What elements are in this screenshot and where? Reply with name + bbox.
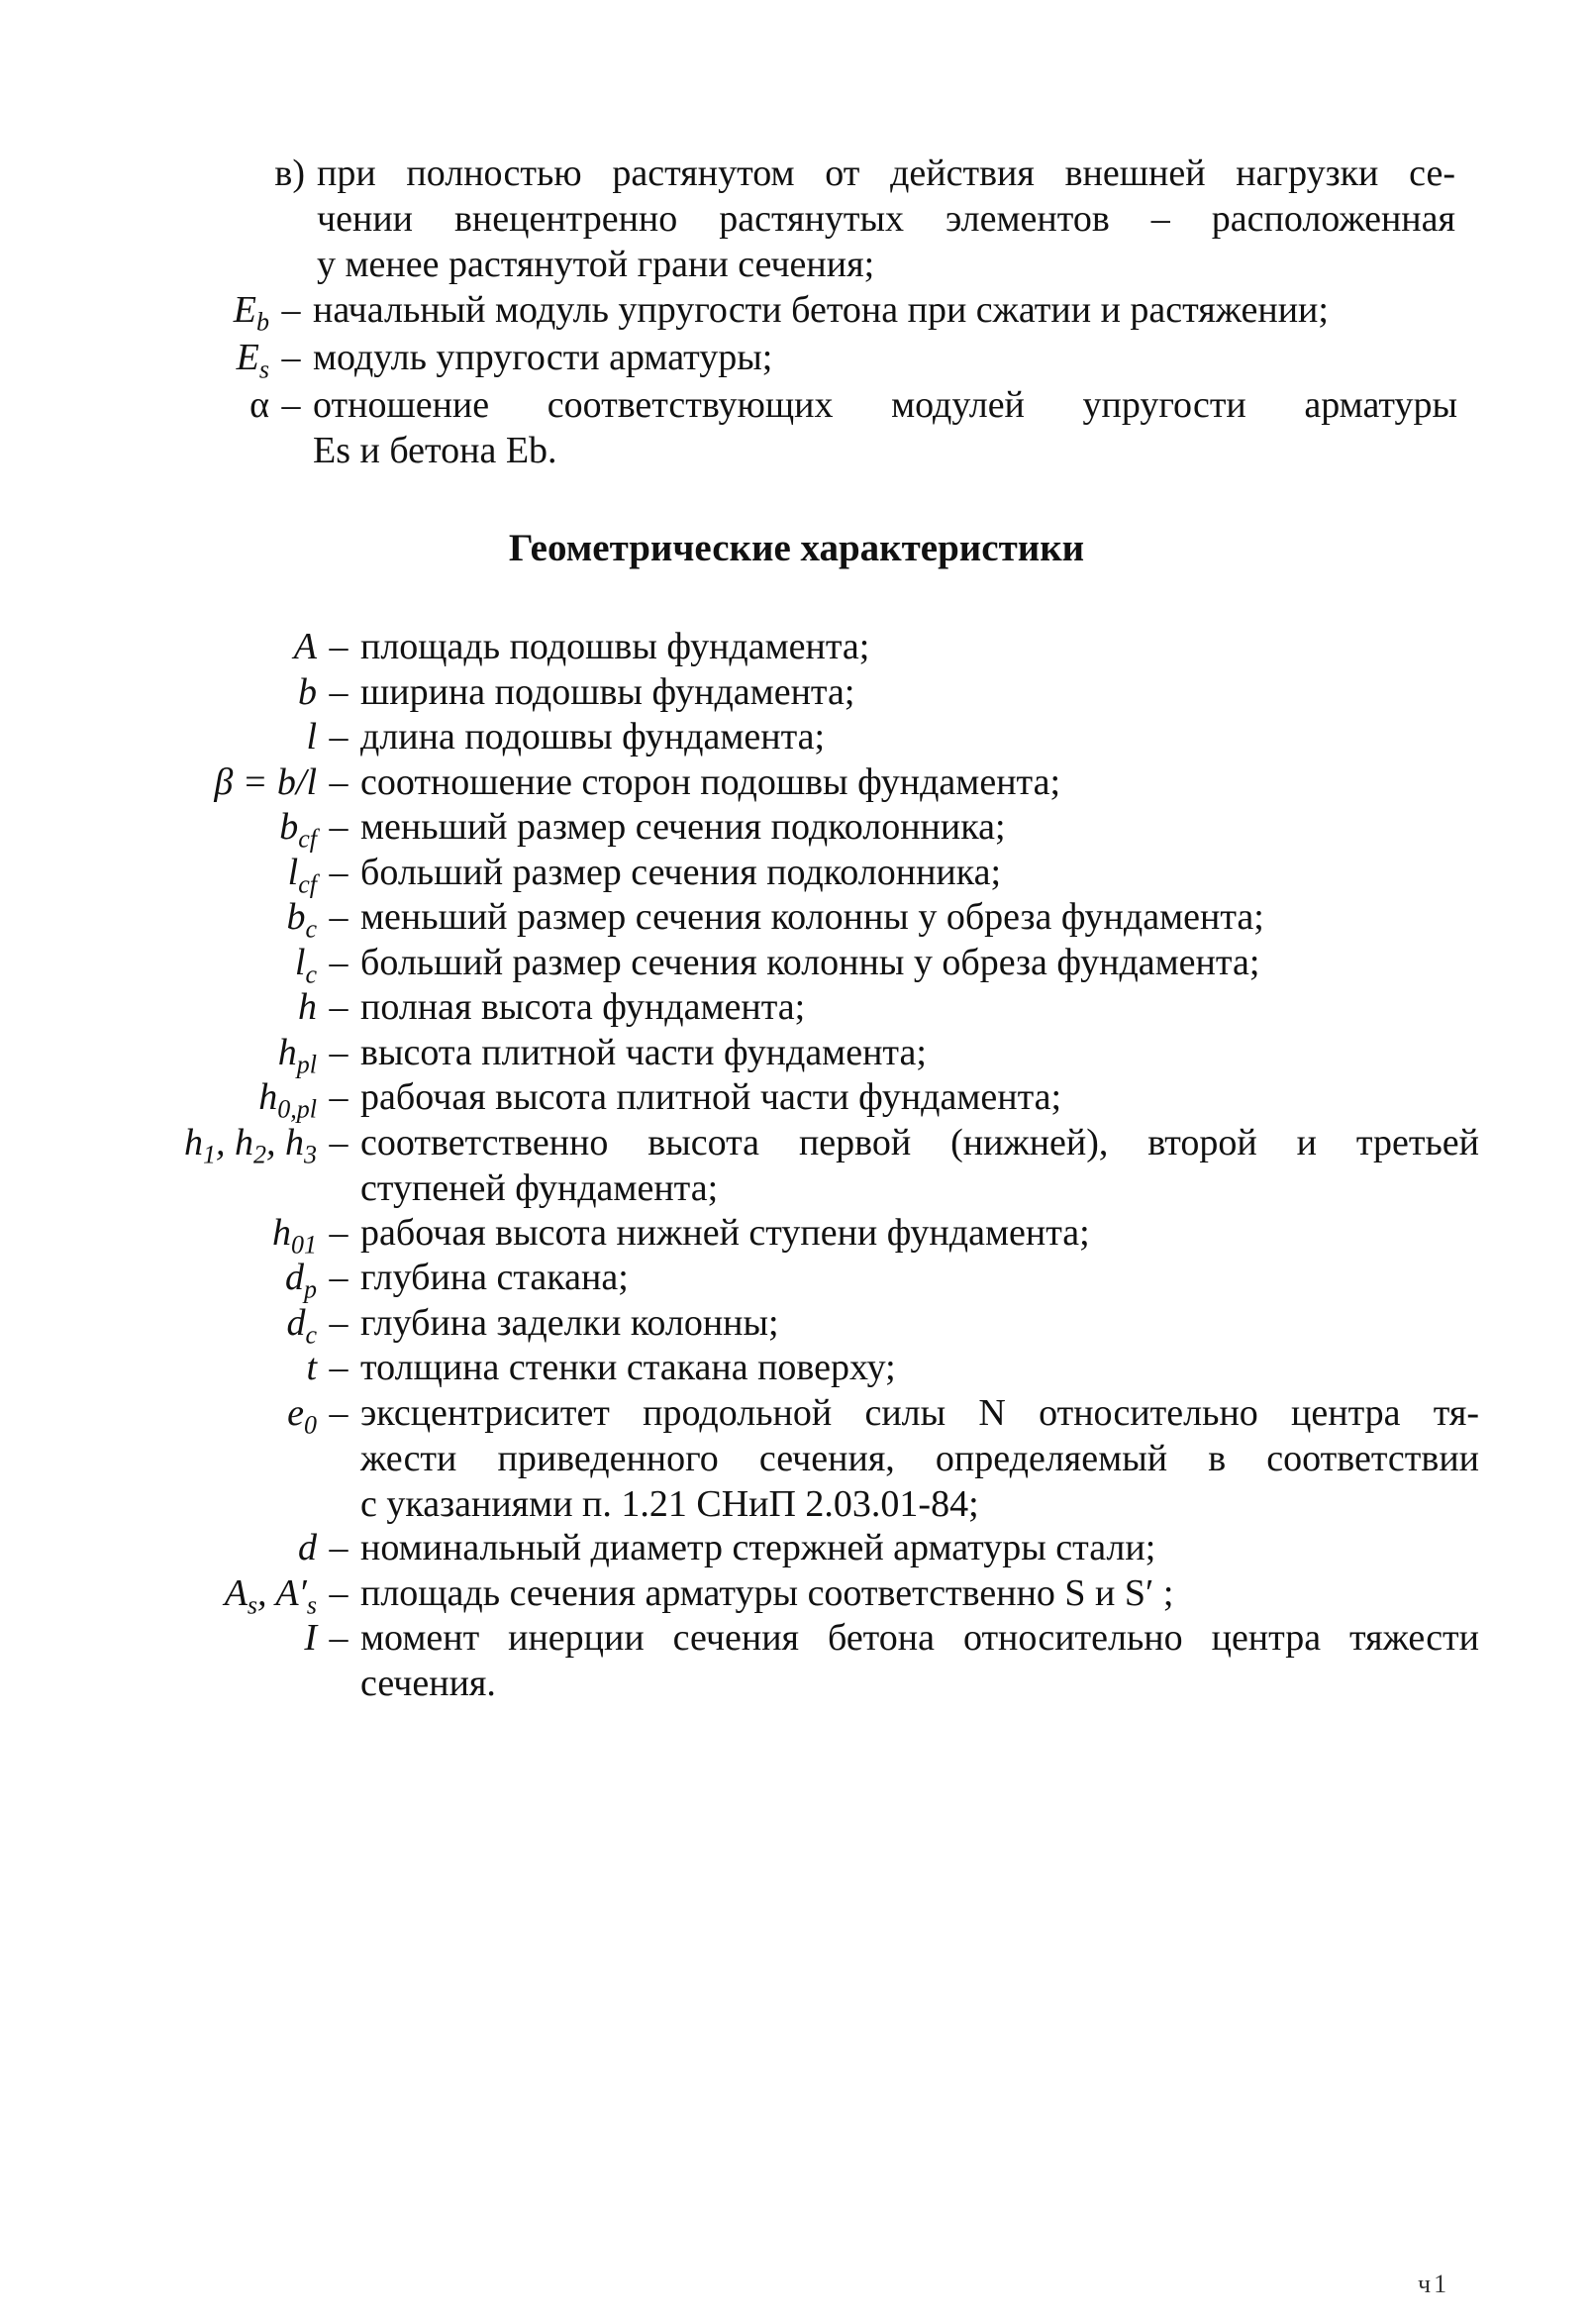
dash: – xyxy=(329,1347,348,1388)
definition-symbol: $l_c$ xyxy=(294,941,317,989)
definition-row xyxy=(0,759,1479,805)
definition-symbol: $d_c$ xyxy=(286,1301,317,1350)
definition-line: больший размер сечения подколонника; xyxy=(360,851,1002,893)
item-v-label: в) xyxy=(274,152,305,194)
symbol-Es: $E_s$ xyxy=(236,337,269,384)
definition-line: площадь сечения арматуры соответственно S и S′ ; xyxy=(360,1571,1174,1614)
definition-symbol: h xyxy=(298,986,317,1028)
dash: – xyxy=(281,289,301,331)
definition-row xyxy=(0,984,1479,1030)
definition-text xyxy=(360,1525,1479,1570)
item-v-line-1: при полностью растянутом от действия внешней нагрузки се- xyxy=(317,152,1455,194)
definition-text xyxy=(360,1615,1479,1706)
definition-line: высота плитной части фундамента; xyxy=(360,1031,927,1073)
definition-line: эксцентриситет продольной силы N относительно центра тя- xyxy=(360,1391,1479,1434)
definition-symbol: $b_c$ xyxy=(286,896,317,944)
definition-symbol: l xyxy=(306,716,317,758)
definition-row xyxy=(0,1120,1479,1211)
definition-symbol: $h_{01}$ xyxy=(272,1211,317,1260)
dash: – xyxy=(329,716,348,758)
dash: – xyxy=(329,1527,348,1568)
item-v-line-3: у менее растянутой грани сечения; xyxy=(317,244,875,285)
definition-text xyxy=(360,1074,1479,1120)
definition-symbol: $A_s$, $A'_s$ xyxy=(224,1571,317,1620)
definition-line: жести приведенного сечения, определяемый в соответствии xyxy=(360,1437,1479,1479)
definition-line: меньший размер сечения подколонника; xyxy=(360,806,1006,848)
definition-line: рабочая высота плитной части фундамента; xyxy=(360,1076,1062,1118)
definition-text xyxy=(360,759,1479,805)
definition-row xyxy=(0,669,1479,715)
dash: – xyxy=(329,1031,348,1073)
definition-symbol: t xyxy=(306,1347,317,1388)
definition-line: больший размер сечения колонны у обреза фундамента; xyxy=(360,941,1260,983)
item-v-line-2: чении внецентренно растянутых элементов – расположенная xyxy=(317,198,1455,240)
definition-symbol: I xyxy=(304,1617,317,1659)
dash: – xyxy=(281,384,301,426)
definition-text xyxy=(360,1570,1479,1616)
dash: – xyxy=(329,851,348,893)
definition-symbol: d xyxy=(298,1527,317,1568)
definition-text xyxy=(360,1390,1479,1527)
dash: – xyxy=(329,941,348,983)
dash: – xyxy=(329,806,348,848)
dash: – xyxy=(329,1076,348,1118)
definition-line: толщина стенки стакана поверху; xyxy=(360,1347,896,1388)
definition-symbol: A xyxy=(293,626,317,667)
definition-line: ступеней фундамента; xyxy=(360,1166,719,1209)
definition-alpha-text: отношение соответствующих модулей упругости арматуры Es и бетона Eb. xyxy=(313,384,1457,471)
dash: – xyxy=(329,1617,348,1659)
definition-row xyxy=(0,1345,1479,1390)
definition-text xyxy=(360,1255,1479,1300)
definition-line: глубина заделки колонны; xyxy=(360,1301,779,1344)
page-number: ч1 xyxy=(1418,2270,1450,2298)
definition-text xyxy=(360,624,1479,669)
definition-symbol: b xyxy=(298,670,317,713)
definition-row xyxy=(0,1525,1479,1570)
definition-text xyxy=(360,804,1479,850)
item-v-text xyxy=(317,151,1455,287)
definition-text xyxy=(360,940,1479,985)
definition-line: рабочая высота нижней ступени фундамента; xyxy=(360,1211,1090,1254)
definition-Es-text: модуль упругости арматуры; xyxy=(313,337,773,378)
definition-line: полная высота фундамента; xyxy=(360,986,806,1028)
dash: – xyxy=(329,760,348,803)
definition-row xyxy=(0,1390,1479,1527)
symbol-alpha: α xyxy=(249,384,269,426)
definition-Eb-text: начальный модуль упругости бетона при сжатии и растяжении; xyxy=(313,289,1329,331)
definition-text xyxy=(360,1030,1479,1075)
definition-line: номинальный диаметр стержней арматуры стали; xyxy=(360,1527,1156,1568)
definition-line: сечения. xyxy=(360,1663,496,1704)
definition-line: площадь подошвы фундамента; xyxy=(360,626,870,667)
dash: – xyxy=(329,986,348,1028)
definition-symbol: $l_{cf}$ xyxy=(287,851,317,899)
definition-line: ширина подошвы фундамента; xyxy=(360,670,855,713)
dash: – xyxy=(281,337,301,378)
dash: – xyxy=(329,1571,348,1614)
definition-text xyxy=(360,1300,1479,1346)
definition-line: длина подошвы фундамента; xyxy=(360,716,826,758)
definition-row xyxy=(0,714,1479,759)
symbol-Eb: $E_b$ xyxy=(233,289,269,337)
definition-row xyxy=(0,624,1479,669)
item-v xyxy=(259,151,1455,287)
definition-text xyxy=(360,1210,1479,1256)
definition-alpha xyxy=(198,382,1457,473)
definition-text xyxy=(360,850,1479,895)
dash: – xyxy=(329,1257,348,1298)
definition-text xyxy=(360,1345,1479,1390)
dash: – xyxy=(329,670,348,713)
definition-text xyxy=(360,714,1479,759)
definition-symbol: $h_{0,pl}$ xyxy=(258,1076,317,1124)
dash: – xyxy=(329,1211,348,1254)
definition-symbol: $d_p$ xyxy=(285,1257,317,1304)
definition-text xyxy=(360,984,1479,1030)
definition-text xyxy=(360,894,1479,940)
definition-text xyxy=(360,669,1479,715)
definition-line: момент инерции сечения бетона относительно центра тяжести xyxy=(360,1617,1479,1659)
definition-line: соотношение сторон подошвы фундамента; xyxy=(360,760,1061,803)
definition-line: с указаниями п. 1.21 СНиП 2.03.01-84; xyxy=(360,1482,979,1525)
definition-symbol: β = b/l xyxy=(214,760,317,803)
dash: – xyxy=(329,1301,348,1344)
dash: – xyxy=(329,1391,348,1434)
dash: – xyxy=(329,626,348,667)
definition-symbol: $b_{cf}$ xyxy=(279,806,317,854)
definition-text xyxy=(360,1120,1479,1211)
definition-symbol: $h_{pl}$ xyxy=(277,1031,317,1079)
dash: – xyxy=(329,896,348,938)
definition-line: глубина стакана; xyxy=(360,1257,629,1298)
definition-row xyxy=(0,1615,1479,1706)
dash: – xyxy=(329,1121,348,1163)
section-heading: Геометрические характеристики xyxy=(508,527,1085,569)
definition-symbol: $e_0$ xyxy=(287,1391,317,1440)
definition-symbol: $h_1$, $h_2$, $h_3$ xyxy=(184,1121,317,1169)
definition-line: меньший размер сечения колонны у обреза фундамента; xyxy=(360,896,1264,938)
definition-line: соответственно высота первой (нижней), второй и третьей xyxy=(360,1121,1479,1163)
